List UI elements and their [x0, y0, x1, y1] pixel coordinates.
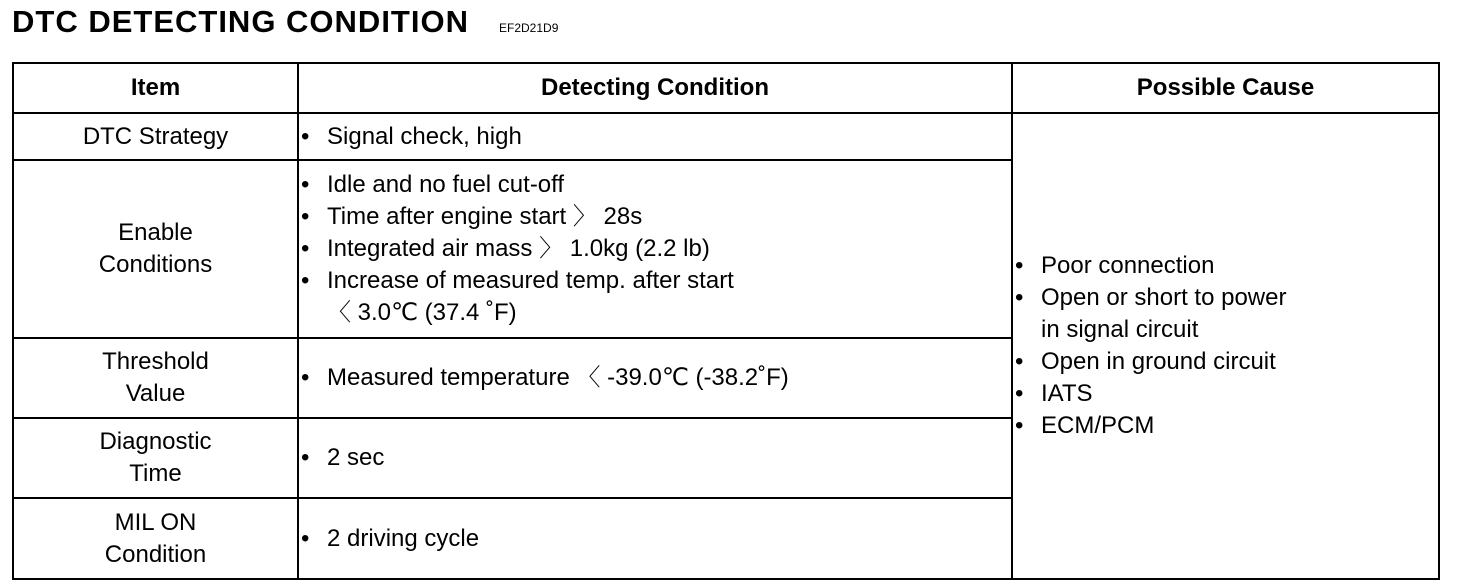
condition-list	[299, 523, 1011, 555]
cause-item	[1013, 378, 1438, 410]
condition-item	[299, 201, 1011, 233]
item-text: MIL ON	[114, 508, 197, 536]
dtc-table	[12, 62, 1440, 580]
condition-text: • Signal check, high	[327, 122, 522, 150]
condition-text: • 2 driving cycle	[327, 524, 480, 552]
item-text-continued: Time	[129, 460, 182, 487]
item-text: Threshold	[102, 348, 209, 375]
condition-cell	[298, 498, 1012, 579]
header-item: Item	[13, 63, 298, 113]
document-code: EF2D21D9	[499, 21, 559, 35]
cause-item	[1013, 346, 1438, 378]
item-cell	[13, 160, 298, 338]
item-cell	[13, 418, 298, 498]
condition-cell	[298, 160, 1012, 338]
condition-item	[299, 233, 1011, 265]
cause-list	[1013, 250, 1438, 442]
cause-text-continued: in signal circuit	[1041, 316, 1199, 343]
cause-text: • ECM/PCM	[1041, 412, 1155, 439]
condition-list	[299, 442, 1011, 474]
cause-item	[1013, 250, 1438, 282]
item-text-continued: Condition	[104, 540, 207, 568]
condition-cell	[298, 418, 1012, 498]
cause-text: • Open or short to power	[1041, 284, 1287, 311]
condition-item	[299, 121, 1011, 153]
condition-cell	[298, 338, 1012, 418]
condition-text: • Measured temperature 〈 -39.0℃ (-38.2˚F)	[327, 364, 789, 391]
cause-text: • Poor connection	[1041, 252, 1215, 279]
condition-item	[299, 442, 1011, 474]
cause-item	[1013, 410, 1438, 442]
condition-text: • Time after engine start 〉 28s	[327, 203, 643, 230]
condition-text-continued: 〈 3.0℃ (37.4 ˚F)	[327, 299, 517, 326]
cause-text: • IATS	[1041, 380, 1093, 407]
condition-item	[299, 523, 1011, 555]
row-dtc-strategy	[13, 113, 1439, 160]
condition-text: • Integrated air mass 〉 1.0kg (2.2 lb)	[327, 235, 710, 262]
condition-cell	[298, 113, 1012, 160]
condition-list	[299, 362, 1011, 394]
item-cell	[13, 498, 298, 579]
possible-cause-cell	[1012, 113, 1439, 579]
cause-item	[1013, 282, 1438, 346]
condition-text: • 2 sec	[327, 444, 385, 471]
condition-list	[299, 121, 1011, 153]
item-text: Diagnostic	[99, 428, 212, 455]
header-detecting-condition: Detecting Condition	[298, 63, 1012, 113]
item-text-continued: Value	[125, 380, 186, 407]
item-text: Enable	[118, 219, 193, 246]
condition-item	[299, 265, 1011, 329]
header-possible-cause: Possible Cause	[1012, 63, 1439, 113]
page-title: DTC DETECTING CONDITION	[12, 4, 469, 39]
item-text-continued: Conditions	[98, 251, 213, 278]
condition-item	[299, 362, 1011, 394]
item-cell	[13, 113, 298, 160]
condition-item	[299, 169, 1011, 201]
condition-text: • Increase of measured temp. after start	[327, 267, 734, 294]
condition-text: • Idle and no fuel cut-off	[327, 171, 565, 198]
item-text: DTC Strategy	[82, 122, 229, 150]
item-cell	[13, 338, 298, 418]
condition-list	[299, 169, 1011, 329]
header-row	[13, 63, 1439, 113]
cause-text: • Open in ground circuit	[1041, 348, 1276, 375]
page-heading	[12, 4, 558, 44]
